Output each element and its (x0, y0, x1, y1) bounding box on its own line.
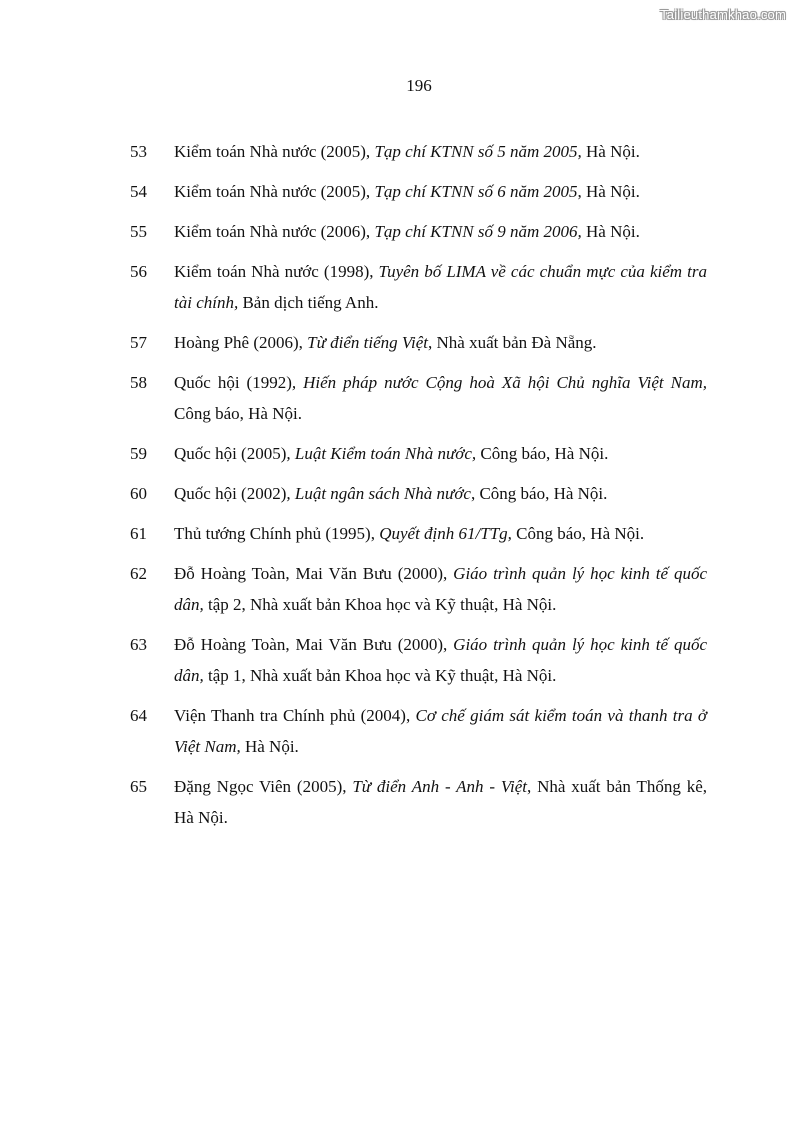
reference-title: Từ điển tiếng Việt (302, 333, 429, 352)
reference-author: Đặng Ngọc Viên (2005), (174, 777, 347, 796)
reference-title: Cơ chế giám sát kiểm toán và thanh tra ở Việt Nam, (174, 706, 707, 756)
reference-item (130, 771, 707, 833)
reference-publisher: Hà Nội. (240, 737, 299, 756)
page-number: 196 (406, 76, 432, 95)
reference-author: Kiểm toán Nhà nước (1998), (174, 262, 374, 281)
reference-author: Hoàng Phê (2006), (174, 333, 303, 352)
reference-title: Giáo trình quản lý học kinh tế quốc dân, (174, 564, 707, 614)
reference-text (174, 216, 707, 247)
reference-author: Quốc hội (2002) (174, 484, 287, 503)
reference-publisher: Công báo, Hà Nội. (476, 444, 609, 463)
reference-item (130, 327, 707, 358)
reference-text (174, 558, 707, 620)
reference-publisher: , Công báo, Hà Nội. (470, 484, 608, 503)
reference-item (130, 256, 707, 318)
reference-text (174, 136, 707, 167)
reference-text (174, 629, 707, 691)
reference-title: Giáo trình quản lý học kinh tế quốc dân, (174, 635, 707, 685)
reference-number: 57 (130, 333, 147, 352)
reference-text (174, 478, 707, 509)
reference-item (130, 558, 707, 620)
reference-item (130, 518, 707, 549)
reference-publisher: Hà Nội. (581, 222, 640, 241)
reference-text (174, 518, 707, 549)
reference-author: Kiểm toán Nhà nước (2005), (174, 142, 371, 161)
reference-author: Quốc hội (2005) (174, 444, 287, 463)
reference-text (174, 176, 707, 207)
reference-number: 63 (130, 635, 147, 654)
reference-title: Quyết định 61/TTg, (374, 524, 512, 543)
reference-publisher: Bản dịch tiếng Anh. (238, 293, 379, 312)
reference-title: Tạp chí KTNN số 5 năm 2005, (370, 142, 582, 161)
reference-author: Thủ tướng Chính phủ (1995), (174, 524, 375, 543)
reference-item (130, 216, 707, 247)
reference-title: Tạp chí KTNN số 9 năm 2006, (370, 222, 582, 241)
reference-item (130, 700, 707, 762)
reference-number: 60 (130, 484, 147, 503)
reference-author: Viện Thanh tra Chính phủ (2004), (174, 706, 411, 725)
reference-publisher: Công báo, Hà Nội. (174, 404, 302, 423)
reference-text (174, 256, 707, 318)
reference-number: 62 (130, 564, 147, 583)
reference-title: , Luật Kiểm toán Nhà nước, (286, 444, 477, 463)
reference-item (130, 176, 707, 207)
reference-publisher: , Nhà xuất bản Thống kê, Hà Nội. (174, 777, 707, 827)
reference-title: Từ điển Anh - Anh - Việt (346, 777, 527, 796)
reference-item (130, 136, 707, 167)
reference-number: 59 (130, 444, 147, 463)
reference-publisher: tập 2, Nhà xuất bản Khoa học và Kỹ thuật, Hà Nội. (203, 595, 557, 614)
reference-author: Đỗ Hoàng Toàn, Mai Văn Bưu (2000), (174, 635, 448, 654)
reference-publisher: Hà Nội. (581, 142, 640, 161)
reference-item (130, 438, 707, 469)
reference-item (130, 629, 707, 691)
reference-author: Kiểm toán Nhà nước (2006), (174, 222, 371, 241)
reference-text (174, 327, 707, 358)
reference-item (130, 367, 707, 429)
reference-number: 61 (130, 524, 147, 543)
reference-title: , Hiến pháp nước Cộng hoà Xã hội Chủ nghĩa Việt Nam, (291, 373, 707, 392)
reference-number: 58 (130, 373, 147, 392)
reference-publisher: Công báo, Hà Nội. (511, 524, 645, 543)
reference-number: 55 (130, 222, 147, 241)
reference-publisher: tập 1, Nhà xuất bản Khoa học và Kỹ thuật, Hà Nội. (203, 666, 557, 685)
reference-number: 54 (130, 182, 147, 201)
reference-title: Tuyên bố LIMA về các chuẩn mực của kiểm tra tài chính, (174, 262, 707, 312)
reference-text (174, 700, 707, 762)
reference-number: 56 (130, 262, 147, 281)
reference-text (174, 367, 707, 429)
reference-author: Kiểm toán Nhà nước (2005), (174, 182, 371, 201)
reference-number: 64 (130, 706, 147, 725)
watermark: Tailieuthamkhao.com (660, 7, 786, 22)
reference-text (174, 438, 707, 469)
reference-author: Quốc hội (1992) (174, 373, 292, 392)
reference-number: 65 (130, 777, 147, 796)
reference-publisher: , Hà Nội. (577, 182, 640, 201)
reference-author: Đỗ Hoàng Toàn, Mai Văn Bưu (2000), (174, 564, 448, 583)
reference-title: , Luật ngân sách Nhà nước (286, 484, 471, 503)
reference-number: 53 (130, 142, 147, 161)
reference-list (130, 136, 707, 842)
reference-text (174, 771, 707, 833)
reference-item (130, 478, 707, 509)
reference-title: Tạp chí KTNN số 6 năm 2005 (370, 182, 578, 201)
reference-publisher: , Nhà xuất bản Đà Nẵng. (428, 333, 597, 352)
